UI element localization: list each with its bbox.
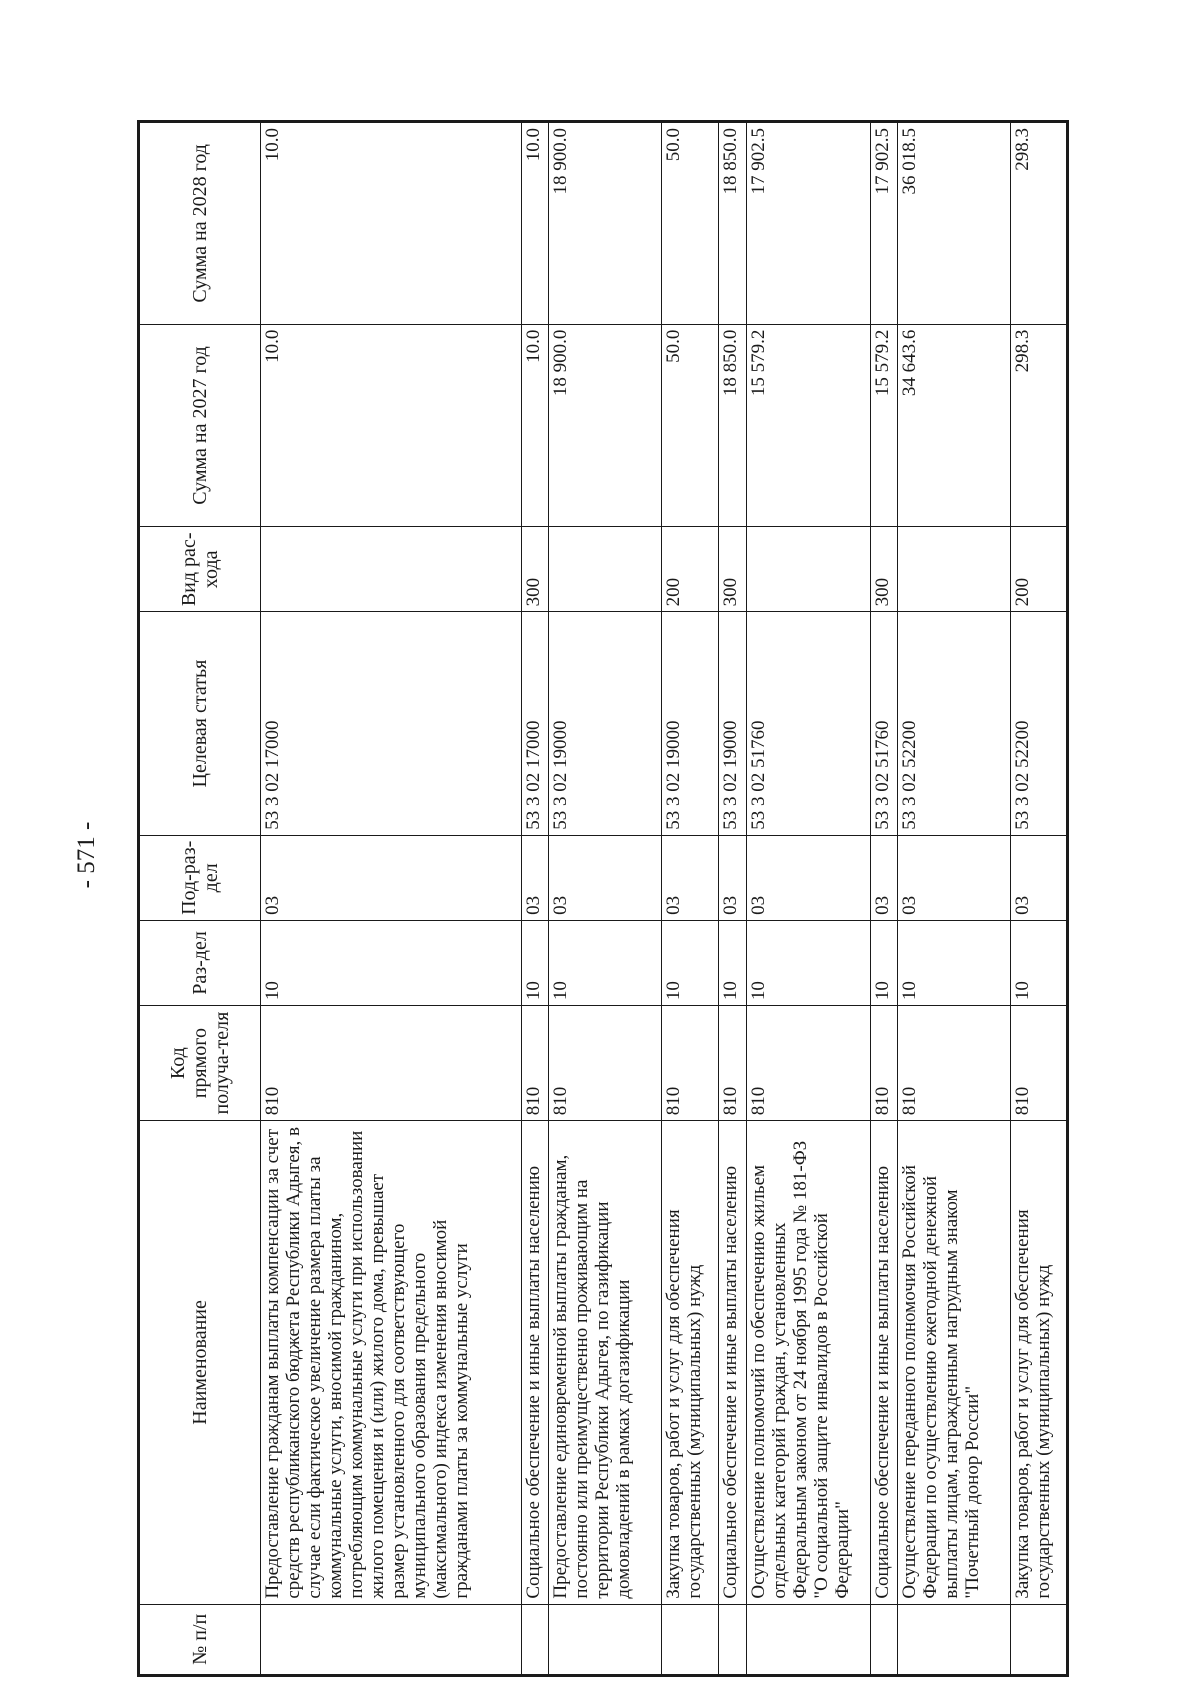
cell-recipient-code: 810 bbox=[870, 1006, 898, 1121]
cell-no bbox=[746, 1604, 870, 1675]
cell-name: Предоставление гражданам выплаты компенсации за счет средств республиканского бюджета Республики Адыгея, в случае если фактическое увеличение размера платы за коммунальные услуги, вносимой гражданином, потребляющим коммунальные услуги при использовании жилого помещения и (или) жилого дома, превышает размер установленного для соответствующего муниципального образования предельного (максимального) индекса изменения вносимой гражданами платы за коммунальные услуги bbox=[261, 1121, 522, 1604]
cell-sum-2027: 18 900.0 bbox=[549, 324, 661, 527]
cell-name: Социальное обеспечение и иные выплаты населению bbox=[521, 1121, 549, 1604]
col-header-recipient-code: Код прямого получа-теля bbox=[139, 1006, 261, 1121]
cell-subsection: 03 bbox=[521, 835, 549, 920]
cell-sum-2028: 298.3 bbox=[1010, 122, 1067, 325]
col-header-name: Наименование bbox=[139, 1121, 261, 1604]
cell-recipient-code: 810 bbox=[1010, 1006, 1067, 1121]
cell-expense-type: 200 bbox=[1010, 527, 1067, 612]
cell-section: 10 bbox=[898, 920, 1010, 1005]
cell-recipient-code: 810 bbox=[746, 1006, 870, 1121]
table-row bbox=[1010, 122, 1067, 1676]
cell-subsection: 03 bbox=[1010, 835, 1067, 920]
table-row bbox=[661, 122, 718, 1676]
cell-section: 10 bbox=[261, 920, 522, 1005]
cell-target-article: 53 3 02 51760 bbox=[870, 612, 898, 835]
col-header-section: Раз-дел bbox=[139, 920, 261, 1005]
cell-no bbox=[898, 1604, 1010, 1675]
cell-no bbox=[870, 1604, 898, 1675]
cell-subsection: 03 bbox=[719, 835, 747, 920]
cell-sum-2028: 10.0 bbox=[261, 122, 522, 325]
cell-no bbox=[261, 1604, 522, 1675]
cell-name: Предоставление единовременной выплаты гражданам, постоянно или преимущественно проживающим на территории Республики Адыгея, по газификации домовладений в рамках догазификации bbox=[549, 1121, 661, 1604]
cell-name: Социальное обеспечение и иные выплаты населению bbox=[719, 1121, 747, 1604]
cell-sum-2028: 50.0 bbox=[661, 122, 718, 325]
cell-name: Закупка товаров, работ и услуг для обеспечения государственных (муниципальных) нужд bbox=[1010, 1121, 1067, 1604]
cell-recipient-code: 810 bbox=[521, 1006, 549, 1121]
cell-target-article: 53 3 02 52200 bbox=[898, 612, 1010, 835]
cell-name: Закупка товаров, работ и услуг для обеспечения государственных (муниципальных) нужд bbox=[661, 1121, 718, 1604]
cell-no bbox=[661, 1604, 718, 1675]
cell-expense-type bbox=[898, 527, 1010, 612]
cell-no bbox=[521, 1604, 549, 1675]
cell-recipient-code: 810 bbox=[719, 1006, 747, 1121]
cell-expense-type bbox=[549, 527, 661, 612]
cell-sum-2027: 298.3 bbox=[1010, 324, 1067, 527]
document-page bbox=[137, 120, 1069, 1677]
cell-recipient-code: 810 bbox=[261, 1006, 522, 1121]
col-header-no: № п/п bbox=[139, 1604, 261, 1675]
cell-sum-2027: 34 643.6 bbox=[898, 324, 1010, 527]
table-row bbox=[898, 122, 1010, 1676]
cell-sum-2027: 50.0 bbox=[661, 324, 718, 527]
cell-sum-2027: 10.0 bbox=[261, 324, 522, 527]
cell-sum-2027: 15 579.2 bbox=[870, 324, 898, 527]
page-number: - 571 - bbox=[73, 821, 100, 889]
cell-name: Осуществление переданного полномочия Российской Федерации по осуществлению ежегодной денежной выплаты лицам, награжденным нагрудным знаком "Почетный донор России" bbox=[898, 1121, 1010, 1604]
col-header-sum-2028: Сумма на 2028 год bbox=[139, 122, 261, 325]
table-row bbox=[261, 122, 522, 1676]
cell-section: 10 bbox=[746, 920, 870, 1005]
cell-sum-2028: 10.0 bbox=[521, 122, 549, 325]
cell-subsection: 03 bbox=[746, 835, 870, 920]
cell-name: Социальное обеспечение и иные выплаты населению bbox=[870, 1121, 898, 1604]
cell-sum-2027: 15 579.2 bbox=[746, 324, 870, 527]
cell-sum-2028: 36 018.5 bbox=[898, 122, 1010, 325]
table-header-row bbox=[139, 122, 261, 1676]
cell-no bbox=[549, 1604, 661, 1675]
cell-expense-type: 300 bbox=[870, 527, 898, 612]
cell-sum-2028: 18 850.0 bbox=[719, 122, 747, 325]
cell-target-article: 53 3 02 17000 bbox=[521, 612, 549, 835]
cell-section: 10 bbox=[870, 920, 898, 1005]
cell-target-article: 53 3 02 17000 bbox=[261, 612, 522, 835]
cell-recipient-code: 810 bbox=[898, 1006, 1010, 1121]
table-row bbox=[549, 122, 661, 1676]
cell-expense-type bbox=[261, 527, 522, 612]
budget-table-container bbox=[137, 120, 1069, 1677]
cell-sum-2028: 18 900.0 bbox=[549, 122, 661, 325]
cell-expense-type: 300 bbox=[521, 527, 549, 612]
cell-section: 10 bbox=[1010, 920, 1067, 1005]
cell-subsection: 03 bbox=[261, 835, 522, 920]
cell-expense-type: 200 bbox=[661, 527, 718, 612]
cell-subsection: 03 bbox=[870, 835, 898, 920]
cell-subsection: 03 bbox=[661, 835, 718, 920]
table-row bbox=[746, 122, 870, 1676]
cell-section: 10 bbox=[661, 920, 718, 1005]
cell-recipient-code: 810 bbox=[661, 1006, 718, 1121]
cell-sum-2028: 17 902.5 bbox=[870, 122, 898, 325]
col-header-subsection: Под-раз-дел bbox=[139, 835, 261, 920]
cell-subsection: 03 bbox=[549, 835, 661, 920]
cell-sum-2028: 17 902.5 bbox=[746, 122, 870, 325]
cell-sum-2027: 10.0 bbox=[521, 324, 549, 527]
col-header-expense-type: Вид рас-хода bbox=[139, 527, 261, 612]
cell-recipient-code: 810 bbox=[549, 1006, 661, 1121]
cell-target-article: 53 3 02 19000 bbox=[719, 612, 747, 835]
cell-expense-type bbox=[746, 527, 870, 612]
cell-target-article: 53 3 02 19000 bbox=[549, 612, 661, 835]
cell-target-article: 53 3 02 19000 bbox=[661, 612, 718, 835]
cell-target-article: 53 3 02 51760 bbox=[746, 612, 870, 835]
cell-target-article: 53 3 02 52200 bbox=[1010, 612, 1067, 835]
cell-section: 10 bbox=[549, 920, 661, 1005]
table-row bbox=[719, 122, 747, 1676]
table-row bbox=[521, 122, 549, 1676]
cell-sum-2027: 18 850.0 bbox=[719, 324, 747, 527]
cell-expense-type: 300 bbox=[719, 527, 747, 612]
cell-section: 10 bbox=[521, 920, 549, 1005]
cell-no bbox=[719, 1604, 747, 1675]
cell-no bbox=[1010, 1604, 1067, 1675]
cell-subsection: 03 bbox=[898, 835, 1010, 920]
col-header-sum-2027: Сумма на 2027 год bbox=[139, 324, 261, 527]
cell-name: Осуществление полномочий по обеспечению жильем отдельных категорий граждан, установленных Федеральным законом от 24 ноября 1995 года № 181-ФЗ "О социальной защите инвалидов в Российской Федерации" bbox=[746, 1121, 870, 1604]
cell-section: 10 bbox=[719, 920, 747, 1005]
col-header-target-article: Целевая статья bbox=[139, 612, 261, 835]
budget-table bbox=[137, 120, 1069, 1677]
table-row bbox=[870, 122, 898, 1676]
